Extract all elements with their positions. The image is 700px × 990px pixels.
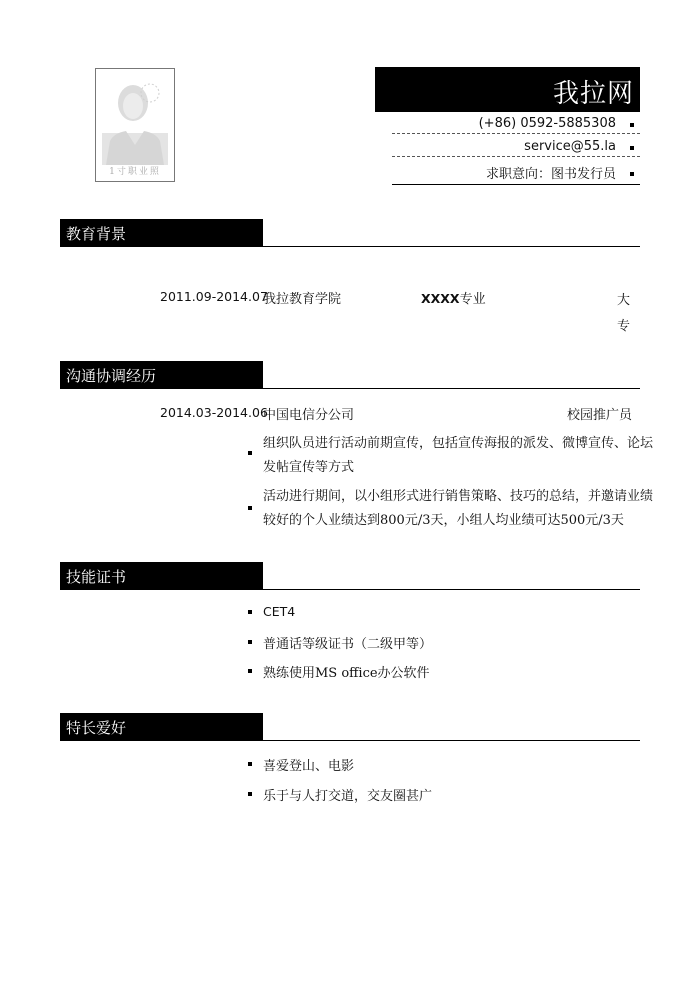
name-banner — [375, 67, 640, 112]
education-major-row — [421, 288, 486, 307]
section-title: 特长爱好 — [66, 719, 127, 737]
phone-text: (+86) 0592-5885308 — [478, 116, 616, 131]
section-hobbies-header — [60, 713, 640, 741]
experience-date: 2014.03-2014.06 — [160, 405, 268, 420]
education-major-suffix: 专业 — [459, 292, 486, 307]
objective-row — [392, 160, 640, 182]
experience-company: 中国电信分公司 — [263, 408, 355, 423]
hobby-item: 乐于与人打交道，交友圈甚广 — [263, 789, 433, 804]
bullet-icon — [630, 146, 634, 150]
profile-photo-placeholder — [95, 68, 175, 182]
experience-item-line: 发帖宣传等方式 — [263, 460, 355, 475]
bullet-icon — [248, 506, 252, 510]
education-degree: 大专 — [617, 293, 631, 334]
bullet-icon — [248, 640, 252, 644]
section-experience-header — [60, 361, 640, 389]
photo-caption: 1寸职业照 — [109, 167, 161, 177]
experience-item — [263, 432, 653, 480]
candidate-name: 我拉网 — [552, 79, 634, 109]
objective-text: 求职意向：图书发行员 — [485, 167, 616, 182]
bullet-icon — [630, 123, 634, 127]
section-education-header — [60, 219, 640, 247]
section-rule — [263, 388, 640, 389]
education-date: 2011.09-2014.07 — [160, 289, 268, 304]
section-title: 技能证书 — [66, 568, 127, 586]
bullet-icon — [248, 451, 252, 455]
bullet-icon — [248, 610, 252, 614]
hobby-item: 喜爱登山、电影 — [263, 759, 355, 774]
section-title: 教育背景 — [66, 225, 127, 243]
contact-phone-row — [392, 113, 640, 135]
email-text: service@55.la — [524, 139, 616, 154]
experience-role: 校园推广员 — [567, 408, 633, 423]
skill-item: CET4 — [263, 604, 296, 619]
section-skills-header — [60, 562, 640, 590]
experience-item — [263, 485, 653, 533]
bullet-icon — [248, 669, 252, 673]
experience-item-line: 活动进行期间，以小组形式进行销售策略、技巧的总结，并邀请业绩 — [263, 489, 654, 504]
skill-item: 普通话等级证书（二级甲等） — [263, 637, 433, 652]
divider — [392, 156, 640, 157]
section-rule — [263, 589, 640, 590]
experience-item-line: 组织队员进行活动前期宣传，包括宣传海报的派发、微博宣传、论坛 — [263, 436, 654, 451]
experience-item-line: 较好的个人业绩达到800元/3天，小组人均业绩可达500元/3天 — [263, 513, 624, 528]
section-rule — [263, 740, 640, 741]
contact-email-row — [392, 136, 640, 158]
section-title: 沟通协调经历 — [66, 367, 157, 385]
bullet-icon — [248, 762, 252, 766]
bullet-icon — [248, 792, 252, 796]
section-rule — [263, 246, 640, 247]
person-silhouette-icon — [102, 75, 168, 165]
skill-item: 熟练使用MS office办公软件 — [263, 666, 430, 681]
bullet-icon — [630, 172, 634, 176]
education-major: XXXX — [421, 291, 460, 306]
education-school: 我拉教育学院 — [263, 292, 342, 307]
divider — [392, 184, 640, 185]
